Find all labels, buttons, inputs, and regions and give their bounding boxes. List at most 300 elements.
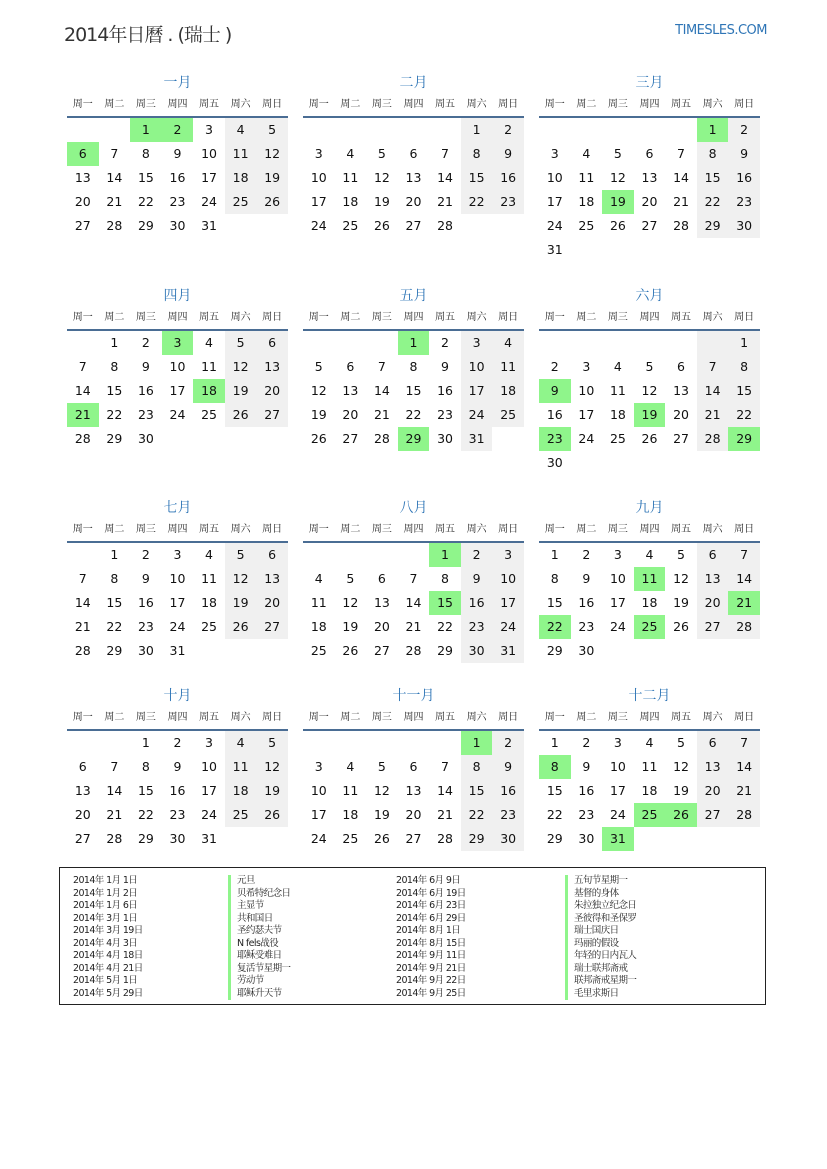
day-cell: 27 [697,803,729,827]
holiday-date: 2014年 1月 1日 [73,875,138,886]
day-cell: 2 [582,735,591,750]
holiday-date: 2014年 4月 21日 [73,962,143,974]
day-cell: 2 [141,335,150,350]
holiday-name: 基督的身体 [574,887,619,899]
day-cell: 1 [550,547,559,562]
day-cell: 10 [492,567,524,591]
weekday-header [303,94,524,118]
holiday-date: 2014年 9月 11日 [396,950,466,961]
weekday-label: 周三 [371,524,392,535]
day-cell: 21 [373,407,390,422]
month-name: 十一月 [392,688,435,704]
holiday-name: 瑞士联邦斋戒 [574,962,628,974]
day-cell: 20 [697,779,729,803]
day-grid [303,331,524,451]
day-cell: 3 [613,547,622,562]
day-cell: 25 [225,190,257,214]
day-cell: 11 [225,142,257,166]
day-cell: 11 [641,759,658,774]
day-cell: 20 [405,807,422,822]
weekday-header [539,519,760,543]
holiday-name: 圣约瑟夫节 [237,925,282,936]
weekday-label: 周六 [230,712,251,723]
holiday-day-cell: 9 [539,379,571,403]
month-name: 十二月 [628,688,671,704]
day-cell: 29 [697,214,729,238]
day-cell: 19 [342,619,359,634]
weekday-label: 周六 [702,712,723,723]
day-cell: 11 [201,359,217,374]
day-cell-empty [429,731,461,755]
holiday-date: 2014年 5月 29日 [73,987,143,999]
day-cell: 8 [550,571,559,586]
month-name: 一月 [163,75,192,91]
legend-right-dates [396,875,466,1000]
holiday-name: N fels战役 [237,937,279,949]
day-cell: 22 [461,803,493,827]
weekday-label: 周三 [371,712,392,723]
day-cell: 19 [673,595,689,610]
day-cell-empty [99,118,131,142]
holiday-name: 年轻的日内瓦人 [574,950,637,961]
day-cell-empty [697,331,729,355]
day-cell: 20 [342,407,359,422]
day-cell: 8 [141,759,150,774]
weekday-label: 周三 [135,712,156,723]
holiday-date: 2014年 9月 25日 [396,987,466,999]
day-cell: 16 [546,407,563,422]
day-cell: 23 [137,407,154,422]
weekday-label: 周二 [340,524,361,535]
day-grid [539,331,760,475]
day-cell: 18 [225,779,257,803]
holiday-name: 联邦斋戒星期一 [574,975,637,986]
day-cell: 21 [437,194,453,209]
day-cell: 2 [441,335,449,350]
day-cell: 26 [225,615,257,639]
day-cell: 17 [201,783,217,798]
day-cell: 18 [641,595,658,610]
month-name: 八月 [399,500,428,516]
holiday-day-cell: 29 [398,427,430,451]
day-cell: 10 [201,146,217,161]
weekday-label: 周三 [371,312,392,323]
day-cell: 23 [437,407,453,422]
weekday-label: 周五 [435,99,456,110]
weekday-label: 周五 [435,312,456,323]
day-cell-empty [366,331,398,355]
day-cell: 13 [256,355,288,379]
weekday-label: 周一 [544,524,565,535]
day-cell: 13 [405,170,422,185]
weekday-label: 周一 [308,99,329,110]
day-cell: 13 [74,170,91,185]
day-grid [67,731,288,851]
day-cell: 3 [582,359,591,374]
holiday-name: 毛里求斯日 [574,987,619,999]
day-cell: 26 [256,803,288,827]
weekday-label: 周四 [403,524,424,535]
day-cell: 19 [225,591,257,615]
day-cell: 14 [728,755,760,779]
day-cell: 12 [673,759,689,774]
day-cell: 24 [310,831,327,846]
day-cell: 14 [728,567,760,591]
weekday-label: 周一 [72,312,93,323]
day-cell: 29 [106,431,123,446]
day-cell: 3 [205,122,213,137]
day-cell: 24 [578,431,595,446]
day-cell: 26 [641,431,658,446]
day-cell: 5 [677,547,685,562]
day-cell: 24 [609,807,626,822]
weekday-label: 周六 [702,99,723,110]
holiday-name: 共和国日 [237,912,273,924]
day-cell: 6 [256,331,288,355]
day-cell-empty [366,543,398,567]
holiday-name: 耶稣受难日 [237,950,282,961]
day-cell: 16 [461,591,493,615]
day-cell: 16 [437,383,453,398]
holiday-day-cell: 21 [67,403,99,427]
day-cell: 27 [256,403,288,427]
day-cell: 24 [169,619,186,634]
weekday-header [303,707,524,731]
weekday-label: 周四 [639,712,660,723]
day-cell: 6 [409,146,418,161]
holiday-name: 主显节 [237,900,264,911]
holiday-name: 贝希特纪念日 [237,887,291,899]
day-cell: 20 [405,194,422,209]
day-cell: 15 [728,379,760,403]
day-cell: 22 [106,619,123,634]
month-name: 七月 [163,500,192,516]
day-grid [67,118,288,238]
day-cell: 17 [609,595,626,610]
weekday-label: 周四 [403,99,424,110]
day-cell: 15 [106,383,123,398]
day-cell: 11 [310,595,327,610]
day-cell: 6 [78,759,87,774]
day-cell: 23 [492,803,524,827]
weekday-label: 周二 [340,99,361,110]
day-cell: 5 [346,571,355,586]
month-block [67,72,288,238]
weekday-label: 周五 [199,99,220,110]
day-cell-empty [335,731,367,755]
day-cell: 4 [346,146,355,161]
day-cell: 3 [173,547,182,562]
day-cell: 2 [492,731,524,755]
month-block [67,685,288,851]
day-cell: 1 [141,735,150,750]
day-cell: 26 [342,643,359,658]
day-cell: 21 [74,619,91,634]
day-cell: 20 [373,619,390,634]
day-cell: 13 [405,783,422,798]
day-cell: 7 [409,571,418,586]
holiday-name: 耶稣升天节 [237,987,282,999]
day-cell: 12 [225,567,257,591]
day-cell: 13 [641,170,658,185]
day-cell: 1 [461,118,493,142]
weekday-header [67,707,288,731]
day-cell: 9 [582,571,591,586]
day-cell: 12 [609,170,626,185]
day-cell: 18 [342,194,359,209]
day-cell: 18 [201,595,217,610]
weekday-label: 周一 [544,312,565,323]
day-cell: 26 [225,403,257,427]
day-cell: 4 [225,118,257,142]
day-cell: 5 [377,146,386,161]
day-cell: 27 [373,643,390,658]
day-cell: 15 [137,783,154,798]
weekday-label: 周四 [403,312,424,323]
day-cell-empty [303,118,335,142]
holiday-date: 2014年 1月 6日 [73,900,138,911]
day-cell: 21 [405,619,422,634]
holiday-date: 2014年 9月 21日 [396,962,466,974]
day-cell: 3 [550,146,559,161]
day-cell: 9 [582,759,591,774]
holiday-date: 2014年 1月 2日 [73,887,138,899]
day-cell-empty [602,118,634,142]
day-cell: 18 [310,619,327,634]
day-cell: 4 [225,731,257,755]
day-cell: 24 [492,615,524,639]
day-cell: 27 [74,218,91,233]
day-cell: 21 [697,403,729,427]
day-cell: 29 [106,643,123,658]
day-cell: 17 [310,194,327,209]
day-cell: 2 [582,547,591,562]
legend-right-names [565,875,636,1000]
day-cell: 1 [110,547,119,562]
weekday-label: 周四 [167,524,188,535]
day-cell: 8 [141,146,150,161]
month-name: 二月 [399,75,428,91]
day-cell: 7 [110,146,119,161]
day-cell: 29 [137,831,154,846]
day-cell: 31 [169,643,186,658]
day-cell: 21 [437,807,453,822]
weekday-label: 周三 [607,712,628,723]
day-cell: 3 [314,759,323,774]
day-grid [539,118,760,262]
holiday-day-cell: 1 [398,331,430,355]
weekday-label: 周一 [308,712,329,723]
weekday-label: 周六 [230,312,251,323]
weekday-label: 周三 [135,524,156,535]
day-cell-empty [602,331,634,355]
day-cell: 22 [461,190,493,214]
day-cell: 16 [728,166,760,190]
weekday-label: 周二 [104,712,125,723]
day-cell-empty [335,118,367,142]
day-cell-empty [67,331,99,355]
day-cell: 19 [225,379,257,403]
day-cell: 1 [550,735,559,750]
day-cell: 24 [546,218,563,233]
weekday-label: 周三 [135,99,156,110]
day-cell: 20 [256,591,288,615]
day-cell: 18 [641,783,658,798]
weekday-label: 周四 [403,712,424,723]
day-cell: 30 [578,831,595,846]
day-cell: 2 [173,735,182,750]
day-cell: 15 [106,595,123,610]
day-cell: 20 [641,194,658,209]
day-cell: 30 [492,827,524,851]
day-cell: 24 [609,619,626,634]
holiday-day-cell: 3 [162,331,194,355]
day-cell-empty [67,731,99,755]
day-cell: 24 [310,218,327,233]
day-cell: 14 [106,783,123,798]
day-cell: 5 [677,735,685,750]
day-cell-empty [99,731,131,755]
weekday-label: 周日 [734,712,755,723]
day-cell: 25 [578,218,595,233]
holiday-name: 复活节星期一 [237,962,291,974]
weekday-label: 周五 [435,524,456,535]
weekday-label: 周五 [199,312,220,323]
day-cell: 28 [728,615,760,639]
day-cell-empty [366,118,398,142]
holiday-day-cell: 8 [539,755,571,779]
day-cell: 19 [673,783,689,798]
day-cell: 28 [697,427,729,451]
weekday-label: 周五 [671,524,692,535]
month-block [539,685,760,851]
day-cell: 23 [169,807,186,822]
day-cell: 18 [342,807,359,822]
day-cell: 9 [728,142,760,166]
weekday-label: 周五 [199,524,220,535]
day-cell: 3 [461,331,493,355]
day-cell-empty [539,118,571,142]
weekday-label: 周一 [72,712,93,723]
day-cell: 2 [492,118,524,142]
day-cell: 3 [314,146,323,161]
weekday-label: 周日 [262,712,283,723]
day-cell: 12 [256,142,288,166]
day-cell: 12 [373,783,390,798]
day-cell: 17 [609,783,626,798]
day-cell: 13 [673,383,689,398]
day-cell: 14 [437,170,453,185]
day-cell: 12 [641,383,658,398]
day-cell: 30 [578,643,595,658]
day-cell: 24 [201,194,217,209]
day-cell: 13 [697,755,729,779]
weekday-label: 周六 [466,524,487,535]
day-cell: 27 [74,831,91,846]
day-cell: 20 [74,194,91,209]
site-link[interactable]: TIMESLES.COM [675,23,767,38]
day-cell: 1 [728,331,760,355]
weekday-label: 周二 [576,99,597,110]
day-cell: 10 [169,571,186,586]
day-cell: 16 [137,595,154,610]
holiday-day-cell: 6 [67,142,99,166]
day-cell: 9 [141,571,150,586]
month-name: 六月 [635,288,664,304]
day-cell: 7 [110,759,119,774]
day-cell: 6 [697,731,729,755]
day-cell: 10 [546,170,563,185]
month-block [303,72,524,238]
day-cell: 10 [201,759,217,774]
day-cell: 10 [609,759,626,774]
day-cell: 21 [728,779,760,803]
day-cell: 27 [697,615,729,639]
day-cell: 10 [461,355,493,379]
holiday-date: 2014年 8月 1日 [396,925,461,936]
day-cell: 20 [74,807,91,822]
legend-left-dates [73,875,143,1000]
holiday-day-cell: 19 [602,190,634,214]
holiday-day-cell: 21 [728,591,760,615]
day-cell: 5 [225,331,257,355]
day-cell: 4 [205,335,213,350]
day-cell: 21 [673,194,689,209]
day-cell: 19 [373,807,390,822]
weekday-label: 周五 [671,99,692,110]
day-cell: 23 [492,190,524,214]
day-cell: 27 [405,218,422,233]
day-cell: 8 [110,359,119,374]
day-cell: 4 [314,571,323,586]
day-cell: 2 [461,543,493,567]
day-cell: 10 [169,359,186,374]
day-cell: 9 [173,759,182,774]
day-cell: 23 [169,194,186,209]
day-cell: 31 [461,427,493,451]
day-cell: 18 [578,194,595,209]
weekday-label: 周日 [498,99,519,110]
day-cell: 2 [141,547,150,562]
day-cell: 11 [492,355,524,379]
holiday-day-cell: 15 [429,591,461,615]
day-cell-empty [665,331,697,355]
day-cell: 16 [137,383,154,398]
day-cell: 25 [225,803,257,827]
day-cell-empty [634,118,666,142]
holiday-day-cell: 1 [697,118,729,142]
weekday-label: 周三 [607,524,628,535]
day-cell: 7 [441,146,449,161]
weekday-label: 周六 [466,712,487,723]
holiday-name: 瑞士国庆日 [574,925,619,936]
day-grid [67,331,288,451]
day-cell: 2 [550,359,559,374]
day-cell: 16 [169,170,186,185]
day-cell: 15 [697,166,729,190]
month-block [67,285,288,451]
day-cell: 3 [205,735,213,750]
day-cell: 1 [110,335,119,350]
day-cell: 8 [409,359,418,374]
day-cell: 26 [310,431,327,446]
day-cell: 9 [173,146,182,161]
weekday-header [67,94,288,118]
weekday-header [539,707,760,731]
day-cell: 9 [141,359,150,374]
day-cell: 18 [492,379,524,403]
day-cell: 5 [256,118,288,142]
